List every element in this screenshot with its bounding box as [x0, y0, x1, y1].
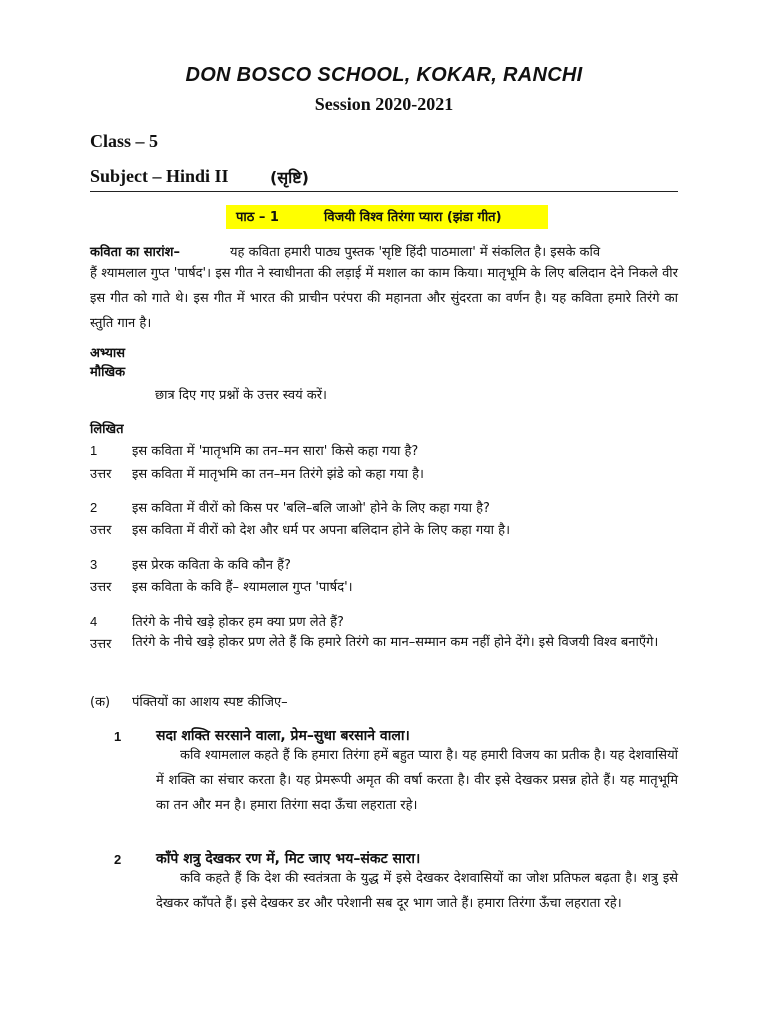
question-number: 1	[90, 443, 98, 458]
question-number: 2	[90, 500, 98, 515]
summary-first-line: यह कविता हमारी पाठ्य पुस्तक 'सृष्टि हिंदी पाठमाला' में संकलित है। इसके कवि	[230, 245, 601, 260]
question-text: इस कविता में वीरों को किस पर 'बलि–बलि जाओ' होने के लिए कहा गया है?	[132, 501, 490, 516]
chapter-title: विजयी विश्व तिरंगा प्यारा (झंडा गीत)	[324, 210, 502, 225]
couplet-number: 1	[114, 729, 122, 744]
couplet-explanation: कवि श्यामलाल कहते हैं कि हमारा तिरंगा हमें बहुत प्यारा है। यह हमारी विजय का प्रतीक है। यह देशवासियों में शक्ति का संचार करता है। यह प्रेमरूपी अमृत की वर्षा करता है। वीर इसे देखकर प्रसन्न होते हैं। यह मातृभूमि का तन और मन है। हमारा तिरंगा सदा ऊँचा लहराता रहे।	[156, 748, 678, 813]
couplet-line: सदा शक्ति सरसाने वाला, प्रेम–सुधा बरसाने वाला।	[156, 728, 410, 744]
couplet-explanation: कवि कहते हैं कि देश की स्वतंत्रता के युद्ध में इसे देखकर देशवासियों का जोश प्रतिफल बढ़ता है। शत्रु इसे देखकर काँपते हैं। इसे देखकर डर और परेशानी सब दूर भाग जाते हैं। हमारा तिरंगा ऊँचा लहराता रहे।	[156, 871, 678, 911]
question-number: 3	[90, 557, 98, 572]
subject-book-label: (सृष्टि)	[270, 168, 309, 187]
section-label: (क)	[90, 695, 111, 710]
question-text: इस कविता में 'मातृभमि का तन–मन सारा' किसे कहा गया है?	[132, 444, 419, 459]
chapter-banner	[226, 205, 548, 229]
summary-body: हैं श्यामलाल गुप्त 'पार्षद'। इस गीत ने स्वाधीनता की लड़ाई में मशाल का काम किया। मातृभूमि के लिए बलिदान देने निकले वीर इस गीत को गाते थे। इस गीत में भारत की प्राचीन परंपरा की महानता और सुंदरता का वर्णन है। यह कविता हमारे तिरंगे का स्तुति गान है।	[90, 266, 678, 331]
answer-label: उत्तर	[90, 523, 112, 538]
summary-heading: कविता का सारांश–	[90, 245, 180, 260]
subject-label: Subject – Hindi II	[90, 166, 229, 186]
class-label: Class – 5	[90, 131, 159, 151]
question-number: 4	[90, 614, 98, 629]
couplet-number: 2	[114, 852, 122, 867]
answer-text: इस कविता के कवि हैं– श्यामलाल गुप्त 'पार्षद'।	[132, 580, 353, 595]
explain-heading: पंक्तियों का आशय स्पष्ट कीजिए–	[132, 695, 288, 710]
chapter-number: पाठ – 1	[236, 210, 279, 225]
answer-label: उत्तर	[90, 637, 112, 652]
question-text: इस प्रेरक कविता के कवि कौन हैं?	[132, 558, 291, 573]
school-name: DON BOSCO SCHOOL, KOKAR, RANCHI	[185, 64, 583, 86]
couplet-line: काँपे शत्रु देखकर रण में, मिट जाए भय–संकट सारा।	[156, 851, 421, 867]
oral-instruction: छात्र दिए गए प्रश्नों के उत्तर स्वयं करें।	[155, 388, 327, 403]
answer-label: उत्तर	[90, 467, 112, 482]
answer-text: तिरंगे के नीचे खड़े होकर प्रण लेते हैं कि हमारे तिरंगे का मान–सम्मान कम नहीं होने देंगे। इसे विजयी विश्व बनाएँगे।	[132, 635, 659, 650]
answer-text: इस कविता में वीरों को देश और धर्म पर अपना बलिदान होने के लिए कहा गया है।	[132, 523, 511, 538]
written-heading: लिखित	[90, 422, 124, 437]
answer-text: इस कविता में मातृभमि का तन–मन तिरंगे झंडे को कहा गया है।	[132, 467, 424, 482]
question-text: तिरंगे के नीचे खड़े होकर हम क्या प्रण लेते हैं?	[132, 615, 344, 630]
answer-label: उत्तर	[90, 580, 112, 595]
oral-heading: मौखिक	[90, 365, 126, 380]
header-divider	[90, 191, 678, 192]
session-label: Session 2020-2021	[314, 94, 454, 114]
exercise-heading: अभ्यास	[90, 346, 126, 361]
